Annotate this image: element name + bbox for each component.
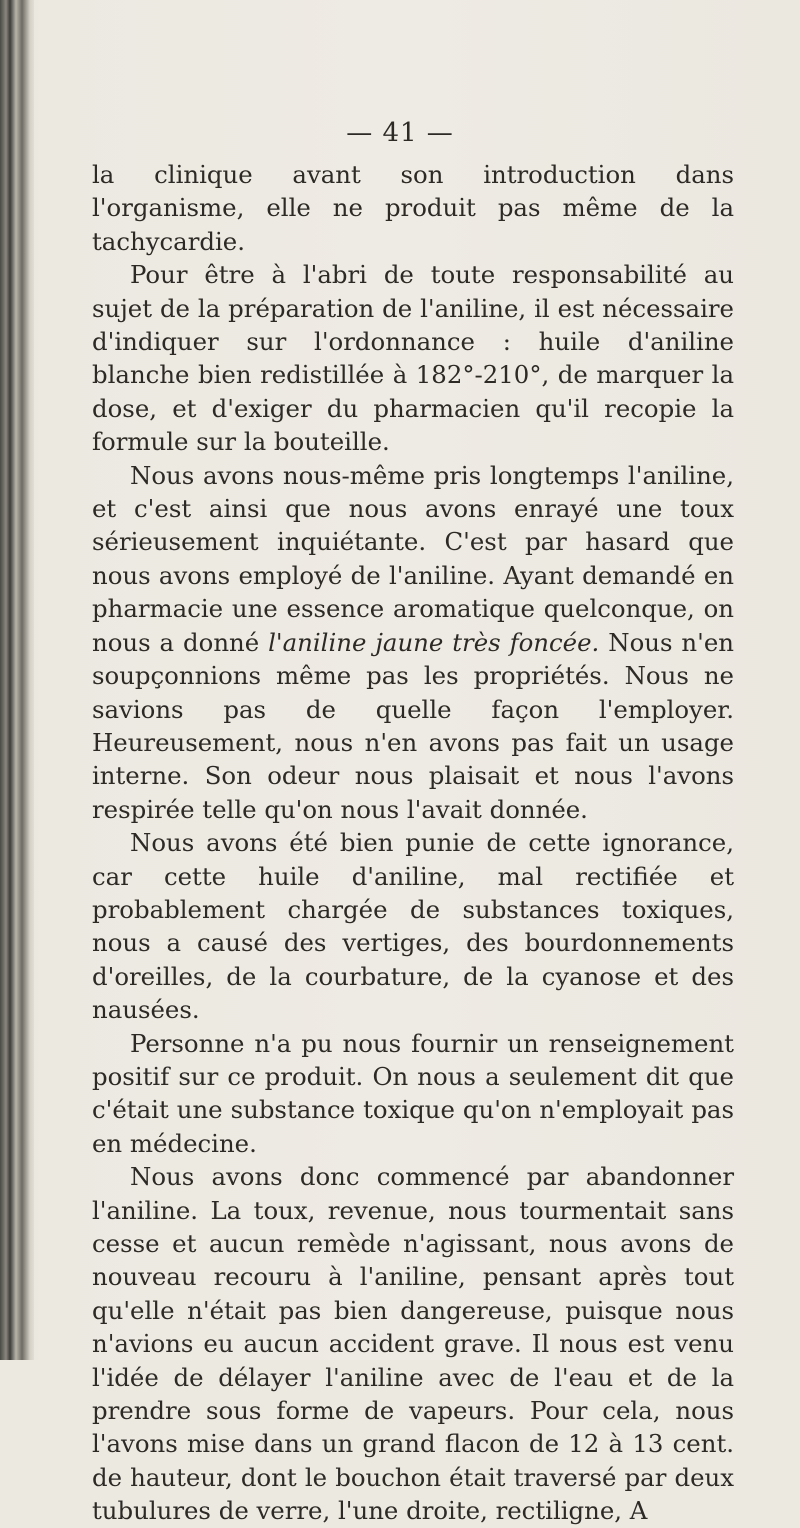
paragraph-responsibility: Pour être à l'abri de toute responsabilité au sujet de la préparation de l'aniline, il est nécessaire d'indiquer sur l'ordonnance : huile d'aniline blanche bien redistillée à 182°-210°, de marquer la dose, et d'exiger du pharmacien qu'il recopie la formule sur la bouteille.	[92, 260, 734, 457]
paragraph-text-before-italic: Nous avons nous-même pris longtemps l'aniline, et c'est ainsi que nous avons enrayé une toux sérieusement inquiétante. C'est par hasard que nous avons employé de l'aniline. Ayant demandé en pharmacie une essence aromatique quelconque, on nous a donné	[92, 460, 734, 657]
paragraph-no-information: Personne n'a pu nous fournir un renseignement positif sur ce produit. On nous a seulement dit que c'était une substance toxique qu'on n'employait pas en médecine.	[92, 1028, 734, 1158]
paragraph-vapour-method: Nous avons donc commencé par abandonner l'aniline. La toux, revenue, nous tourmentait sans cesse et aucun remède n'agissant, nous avons de nouveau recouru à l'aniline, pensant après tout qu'elle n'était pas bien dangereuse, puisque nous n'avions eu aucun accident grave. Il nous est venu l'idée de délayer l'aniline avec de l'eau et de la prendre sous forme de vapeurs. Pour cela, nous l'avons mise dans un grand flacon de 12 à 13 cent. de hauteur, dont le bouchon était traversé par deux tubulures de verre, l'une droite, rectiligne, A	[92, 1162, 734, 1526]
book-binding-edge	[0, 0, 34, 1360]
italic-phrase: l'aniline jaune très foncée.	[268, 627, 600, 657]
paragraph-symptoms: Nous avons été bien punie de cette ignorance, car cette huile d'aniline, mal rectifiée et probablement chargée de substances toxiques, nous a causé des vertiges, des bourdonnements d'oreilles, de la courbature, de la cyanose et des nausées.	[92, 828, 734, 1025]
paragraph-continuation: la clinique avant son introduction dans l'organisme, elle ne produit pas même de la tachycardie.	[92, 160, 734, 256]
paragraph-text-after-italic: Nous n'en soupçonnions même pas les propriétés. Nous ne savions pas de quelle façon l'employer. Heureusement, nous n'en avons pas fait un usage interne. Son odeur nous plaisait et nous l'avons respirée telle qu'on nous l'avait donnée.	[92, 627, 734, 824]
paragraph-personal-experience	[92, 459, 734, 826]
page-number: — 41 —	[346, 118, 454, 148]
body-text	[92, 158, 734, 1528]
